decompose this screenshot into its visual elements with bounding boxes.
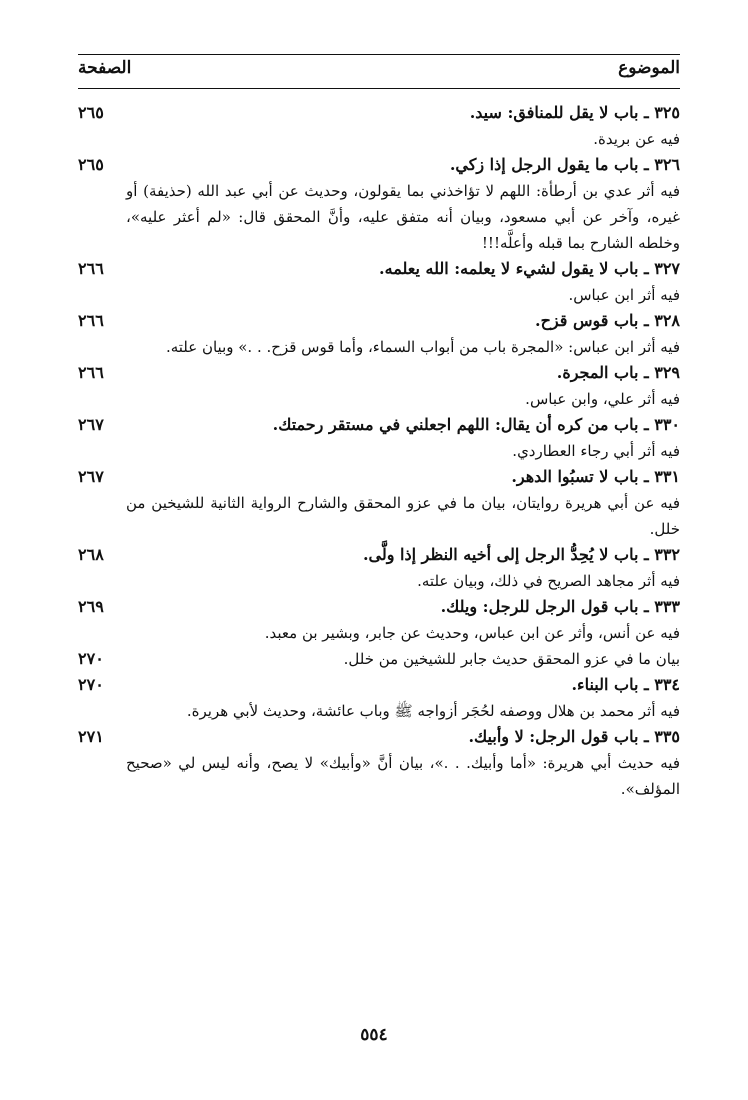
entry-page-number: ٢٦٦ (78, 311, 104, 330)
entry-description: فيه أثر أبي رجاء العطاردي. (512, 442, 680, 460)
entry-description: فيه حديث أبي هريرة: «أما وأبيك. . .»، بيان أنَّ «وأبيك» لا يصح، وأنه ليس لي «صحيح المؤلف». (126, 754, 680, 798)
top-rule (78, 54, 680, 55)
toc-entry (78, 256, 680, 308)
entry-title: ٣٣٢ ـ باب لا يُحِدُّ الرجل إلى أخيه النظر إذا ولَّى. (362, 545, 680, 564)
toc-entry (78, 152, 680, 256)
entry-title: ٣٣٥ ـ باب قول الرجل: لا وأبيك. (468, 727, 680, 746)
entry-description: فيه أثر مجاهد الصريح في ذلك، وبيان علته. (417, 572, 680, 590)
toc-entry (78, 100, 680, 152)
entry-title: ٣٢٩ ـ باب المجرة. (556, 363, 680, 382)
entry-page-number: ٢٦٥ (78, 155, 104, 174)
entry-title: ٣٣٤ ـ باب البناء. (571, 675, 680, 694)
sub-description: بيان ما في عزو المحقق حديث جابر للشيخين من خلل. (343, 650, 680, 668)
entry-title: ٣٢٥ ـ باب لا يقل للمنافق: سيد. (469, 103, 680, 122)
entry-description: فيه أثر ابن عباس: «المجرة باب من أبواب السماء، وأما قوس قزح. . .» وبيان علته. (165, 338, 680, 356)
page-header (78, 58, 680, 84)
sub-page-number: ٢٧٠ (78, 649, 104, 668)
entry-page-number: ٢٦٨ (78, 545, 104, 564)
page-column-label: الصفحة (78, 58, 132, 78)
entry-title: ٣٣١ ـ باب لا تسبُوا الدهر. (511, 467, 680, 486)
entry-page-number: ٢٦٥ (78, 103, 104, 122)
toc-entries (78, 100, 680, 802)
entry-description: فيه عن بريدة. (593, 130, 680, 148)
toc-entry (78, 594, 680, 672)
entry-title: ٣٢٧ ـ باب لا يقول لشيء لا يعلمه: الله يعلمه. (379, 259, 680, 278)
entry-page-number: ٢٦٧ (78, 415, 104, 434)
entry-page-number: ٢٧١ (78, 727, 104, 746)
entry-description: فيه أثر عدي بن أرطأة: اللهم لا تؤاخذني بما يقولون، وحديث عن أبي عبد الله (حذيفة) أو غيره، وآخر عن أبي مسعود، وبيان أنه متفق عليه، وأنَّ المحقق قال: «لم أعثر عليه»، وخلطه الشارح بما قبله وأعلَّه!!! (126, 182, 680, 252)
entry-title: ٣٢٨ ـ باب قوس قزح. (535, 311, 680, 330)
toc-entry (78, 672, 680, 724)
toc-entry (78, 412, 680, 464)
toc-entry (78, 542, 680, 594)
entry-page-number: ٢٦٩ (78, 597, 104, 616)
entry-page-number: ٢٦٦ (78, 259, 104, 278)
entry-sub-line (78, 646, 680, 672)
entry-title: ٣٣٣ ـ باب قول الرجل للرجل: ويلك. (440, 597, 680, 616)
entry-description: فيه أثر ابن عباس. (568, 286, 680, 304)
toc-entry (78, 308, 680, 360)
toc-entry (78, 724, 680, 802)
entry-description: فيه عن أبي هريرة روايتان، بيان ما في عزو المحقق والشارح الرواية الثانية للشيخين من خلل. (126, 494, 680, 538)
entry-description: فيه عن أنس، وأثر عن ابن عباس، وحديث عن جابر، وبشير بن معبد. (264, 624, 680, 642)
page-number: ٥٥٤ (360, 1025, 388, 1045)
topic-column-label: الموضوع (618, 58, 680, 78)
header-rule (78, 88, 680, 89)
toc-entry (78, 464, 680, 542)
entry-description: فيه أثر علي، وابن عباس. (525, 390, 680, 408)
entry-page-number: ٢٦٦ (78, 363, 104, 382)
entry-description: فيه أثر محمد بن هلال ووصفه لحُجَر أزواجه ﷺ وباب عائشة، وحديث لأبي هريرة. (186, 702, 680, 720)
entry-title: ٣٣٠ ـ باب من كره أن يقال: اللهم اجعلني في مستقر رحمتك. (272, 415, 680, 434)
entry-page-number: ٢٦٧ (78, 467, 104, 486)
entry-page-number: ٢٧٠ (78, 675, 104, 694)
toc-entry (78, 360, 680, 412)
entry-title: ٣٢٦ ـ باب ما يقول الرجل إذا زكي. (449, 155, 680, 174)
